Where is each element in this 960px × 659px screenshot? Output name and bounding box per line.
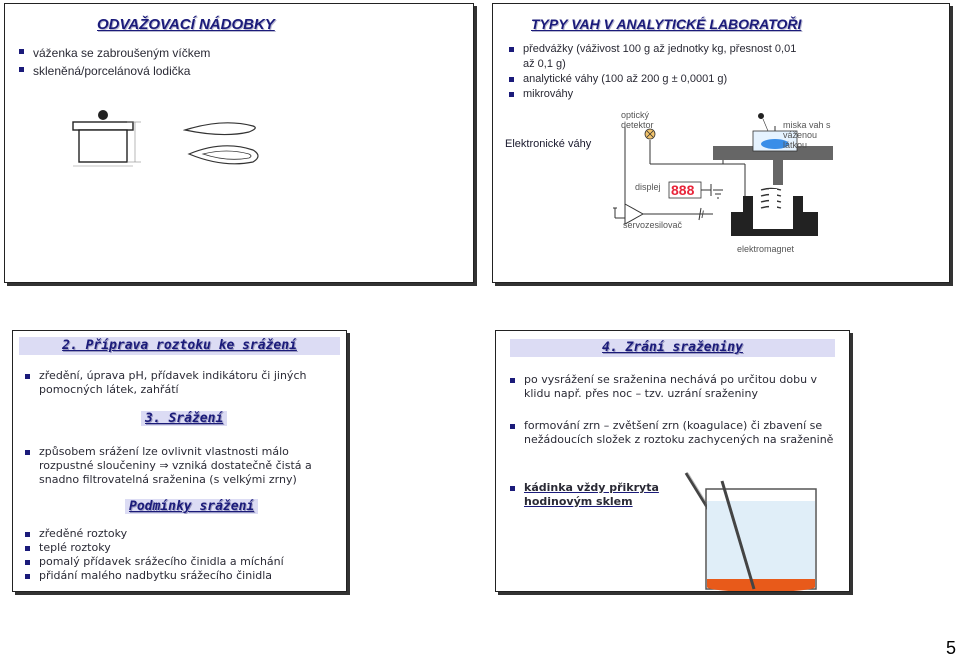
list-item: kádinka vždy přikryta hodinovým sklem: [510, 481, 660, 509]
slide-digestion: [495, 330, 850, 592]
slide4-list3: [510, 481, 660, 509]
slide3-list2: [25, 445, 337, 487]
list-item: analytické váhy (100 až 200 g ± 0,0001 g): [509, 72, 809, 87]
list-item: teplé roztoky: [25, 541, 343, 555]
list-item: po vysrážení se sraženina nechává po určitou dobu v klidu např. přes noc – tzv. uzrání sraženiny: [510, 373, 840, 401]
slide-precipitation: [12, 330, 347, 592]
display-digits: 888: [671, 182, 695, 198]
weighing-bottle-drawing: [65, 108, 155, 178]
slide4-list2: [510, 419, 840, 447]
slide3-subtitle: 3. Srážení: [141, 411, 227, 426]
weighing-boat-drawing: [183, 116, 273, 176]
list-item: mikrováhy: [509, 87, 809, 102]
conditions-title: Podmínky srážení: [125, 499, 258, 514]
slide3-list1: [25, 369, 335, 397]
beaker-drawing: [666, 471, 826, 591]
list-item: váženka se zabroušeným víčkem: [19, 44, 210, 62]
optical-detector-label: optický detektor: [621, 110, 654, 130]
list-item: zředění, úprava pH, přídavek indikátoru či jiných pomocných látek, zahřátí: [25, 369, 335, 397]
slide3-title: 2. Příprava roztoku ke srážení: [19, 337, 340, 355]
list-item: skleněná/porcelánová lodička: [19, 62, 210, 80]
list-item: přidání malého nadbytku srážecího činidla: [25, 569, 343, 583]
list-item: předvážky (váživost 100 g až jednotky kg, přesnost 0,01 až 0,1 g): [509, 42, 809, 72]
slide4-list1: [510, 373, 840, 401]
slide2-list: [509, 42, 809, 102]
conditions-list: [25, 527, 343, 583]
display-label: displej: [635, 182, 661, 192]
electronic-balance-label: Elektronické váhy: [505, 138, 592, 150]
list-item: zředěné roztoky: [25, 527, 343, 541]
slide1-title: ODVAŽOVACÍ NÁDOBKY: [97, 16, 275, 33]
current-label: I: [701, 209, 705, 221]
list-item: způsobem srážení lze ovlivnit vlastnosti málo rozpustné sloučeniny ⇒ vzniká dostatečně čistá a snadno filtrovatelná sraženina (s velkými zrny): [25, 445, 337, 487]
slide-weighing-vessels: [4, 3, 474, 283]
slide1-list: [19, 44, 210, 80]
slide4-title: 4. Zrání sraženiny: [510, 339, 835, 357]
list-item: pomalý přídavek srážecího činidla a míchání: [25, 555, 343, 569]
slide-balance-types: [492, 3, 950, 283]
page-number: 5: [945, 638, 956, 658]
servo-amplifier-label: servozesilovač: [623, 220, 683, 230]
balance-dish-label: miska vah s váženou látkou: [783, 120, 831, 150]
electromagnet-label: elektromagnet: [737, 244, 795, 254]
list-item: formování zrn – zvětšení zrn (koagulace) či zbavení se nežádoucích složek z roztoku zachycených na sraženině: [510, 419, 840, 447]
slide2-title: TYPY VAH V ANALYTICKÉ LABORATOŘI: [531, 16, 802, 32]
